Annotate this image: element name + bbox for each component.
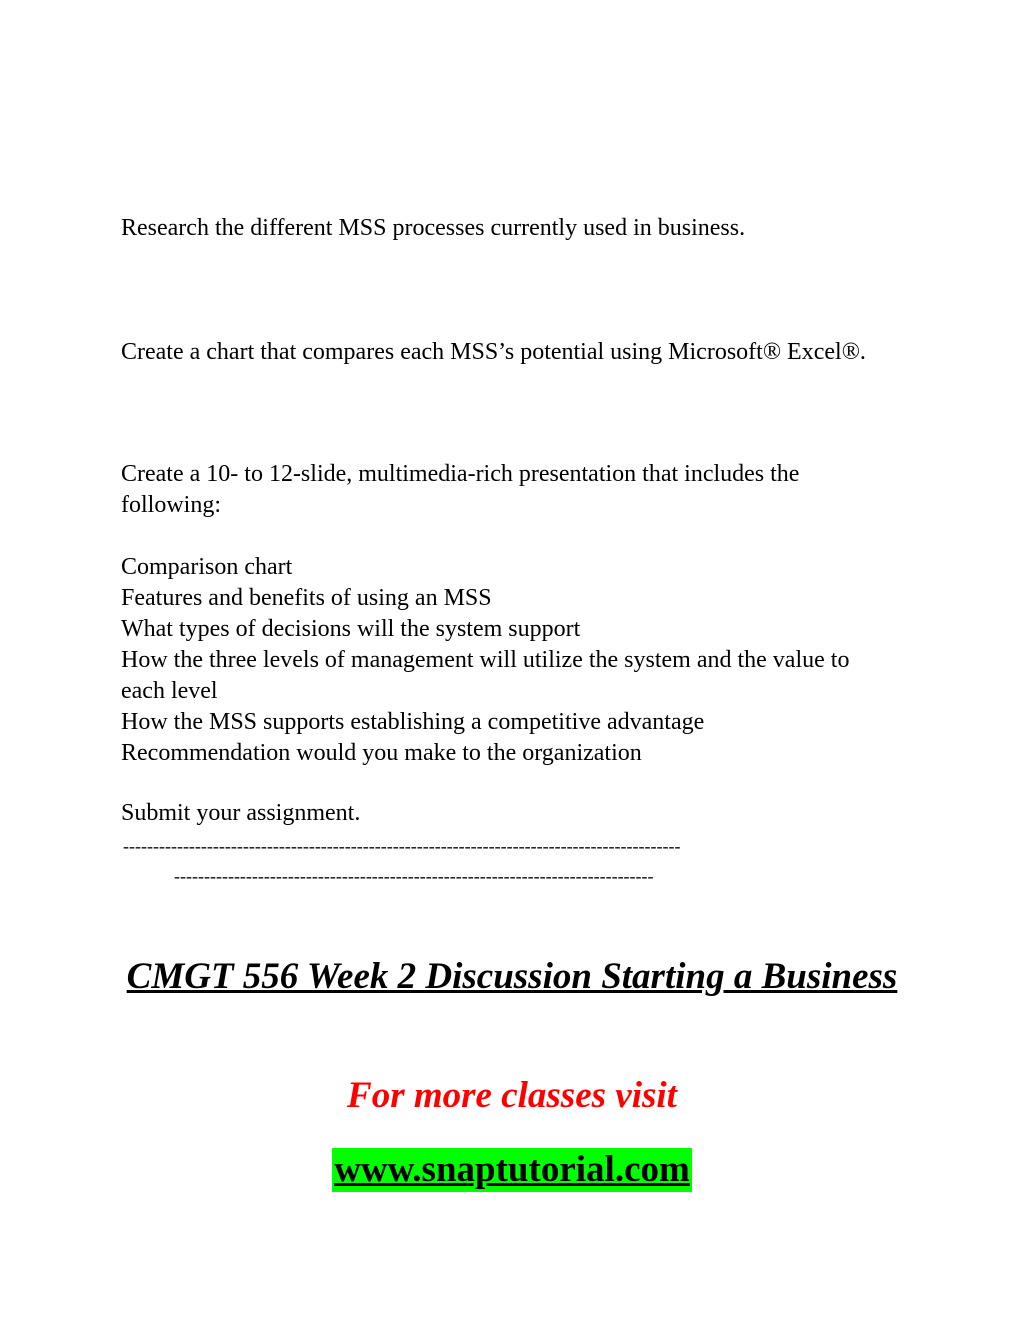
list-item: Features and benefits of using an MSS — [121, 585, 492, 611]
instruction-chart: Create a chart that compares each MSS’s potential using Microsoft® Excel®. — [121, 339, 866, 365]
instruction-presentation: Create a 10- to 12-slide, multimedia-rich presentation that includes the following: — [121, 461, 800, 518]
list-item: How the three levels of management will utilize the system and the value to each level — [121, 647, 850, 704]
separator-line: -------------------------------------------------------------------------------- — [174, 866, 654, 886]
instruction-submit: Submit your assignment. — [121, 800, 361, 826]
promo-text: For more classes visit — [347, 1075, 677, 1116]
website-link[interactable]: www.snaptutorial.com — [334, 1149, 690, 1190]
list-item: Comparison chart — [121, 554, 293, 580]
course-title: CMGT 556 Week 2 Discussion Starting a Business — [126, 956, 898, 997]
instruction-research: Research the different MSS processes currently used in business. — [121, 215, 746, 241]
list-item: Recommendation would you make to the organization — [121, 740, 642, 766]
website-container — [0, 1148, 1024, 1192]
list-item: How the MSS supports establishing a competitive advantage — [121, 709, 705, 735]
list-item: What types of decisions will the system support — [121, 616, 581, 642]
requirements-list — [121, 552, 881, 769]
separator-line: --------------------------------------------------------------------------------------------- — [123, 836, 681, 856]
